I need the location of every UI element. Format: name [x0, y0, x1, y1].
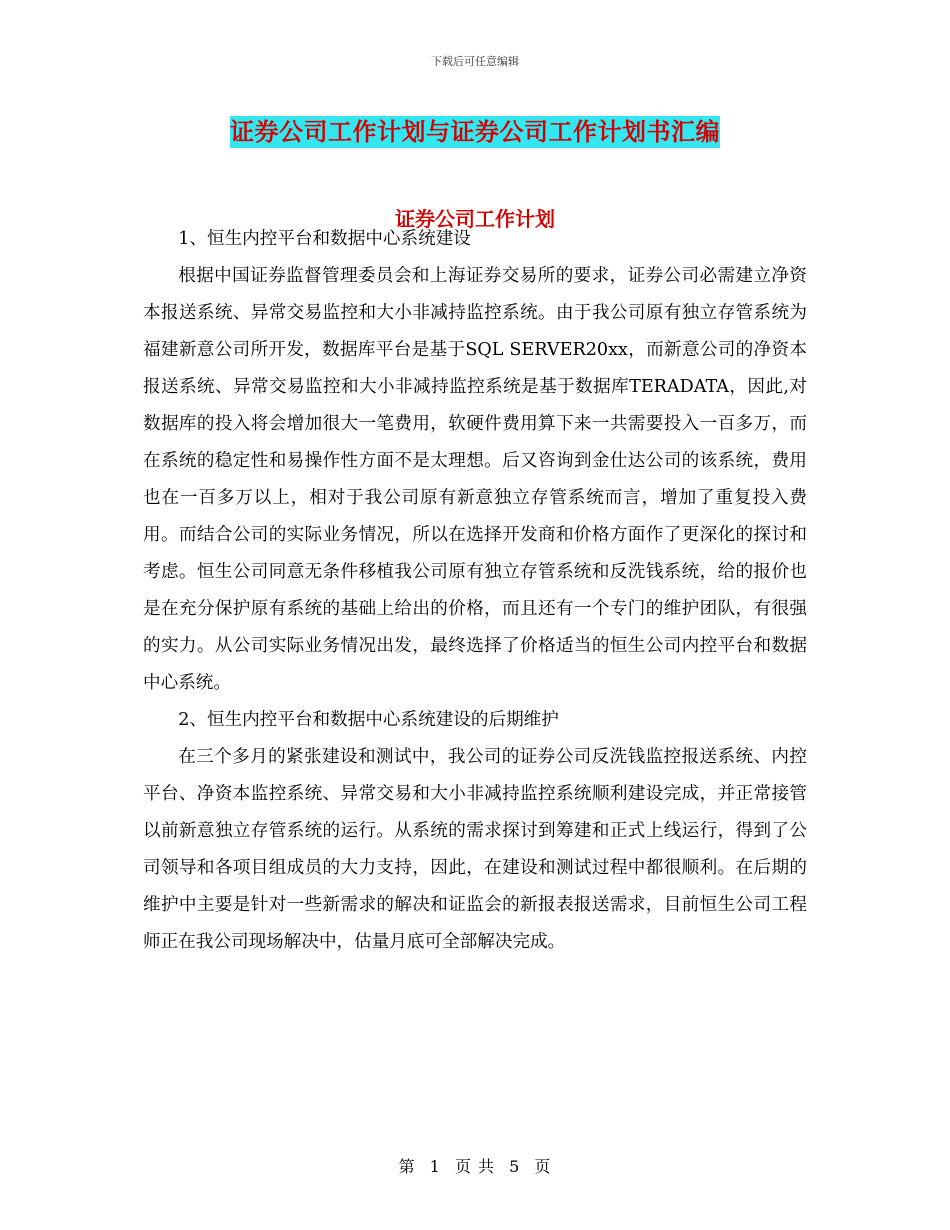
document-title: [0, 112, 950, 147]
paragraph-2: 在三个多月的紧张建设和测试中，我公司的证券公司反洗钱监控报送系统、内控平台、净资本监控系统、异常交易和大小非减持监控系统顺利建设完成，并正常接管以前新意独立存管系统的运行。从系统的需求探讨到筹建和正式上线运行，得到了公司领导和各项目组成员的大力支持，因此，在建设和测试过程中都很顺利。在后期的维护中主要是针对一些新需求的解决和证监会的新报表报送需求，目前恒生公司工程师正在我公司现场解决中，估量月底可全部解决完成。: [143, 747, 807, 952]
document-title-text: 证券公司工作计划与证券公司工作计划书汇编: [230, 118, 720, 146]
footer-page-number: 1: [429, 1157, 441, 1176]
heading-1: 1、恒生内控平台和数据中心系统建设: [178, 229, 471, 249]
document-body: [143, 221, 807, 961]
paragraph-1: 根据中国证券监督管理委员会和上海证券交易所的要求，证券公司必需建立净资本报送系统、异常交易监控和大小非减持监控系统。由于我公司原有独立存管系统为福建新意公司所开发，数据库平台是基于SQL SERVER20xx，而新意公司的净资本报送系统、异常交易监控和大小非减持监控系统是基于数据库TERADATA，因此,对数据库的投入将会增加很大一笔费用，软硬件费用算下来一共需要投入一百多万，而在系统的稳定性和易操作性方面不是太理想。后又咨询到金仕达公司的该系统，费用也在一百多万以上，相对于我公司原有新意独立存管系统而言，增加了重复投入费用。而结合公司的实际业务情况，所以在选择开发商和价格方面作了更深化的探讨和考虑。恒生公司同意无条件移植我公司原有独立存管系统和反洗钱系统，给的报价也是在充分保护原有系统的基础上给出的价格，而且还有一个专门的维护团队，有很强的实力。从公司实际业务情况出发，最终选择了价格适当的恒生公司内控平台和数据中心系统。: [143, 266, 807, 693]
heading-2: 2、恒生内控平台和数据中心系统建设的后期维护: [178, 710, 559, 730]
footer-prefix: 第: [398, 1157, 416, 1176]
header-note: 下载后可任意编辑: [431, 55, 519, 68]
footer-total-pages: 5: [509, 1157, 521, 1176]
section-title: 证券公司工作计划: [395, 207, 555, 231]
page-footer: [0, 1154, 950, 1177]
footer-suffix: 页: [534, 1157, 552, 1176]
footer-mid: 页 共: [454, 1157, 496, 1176]
